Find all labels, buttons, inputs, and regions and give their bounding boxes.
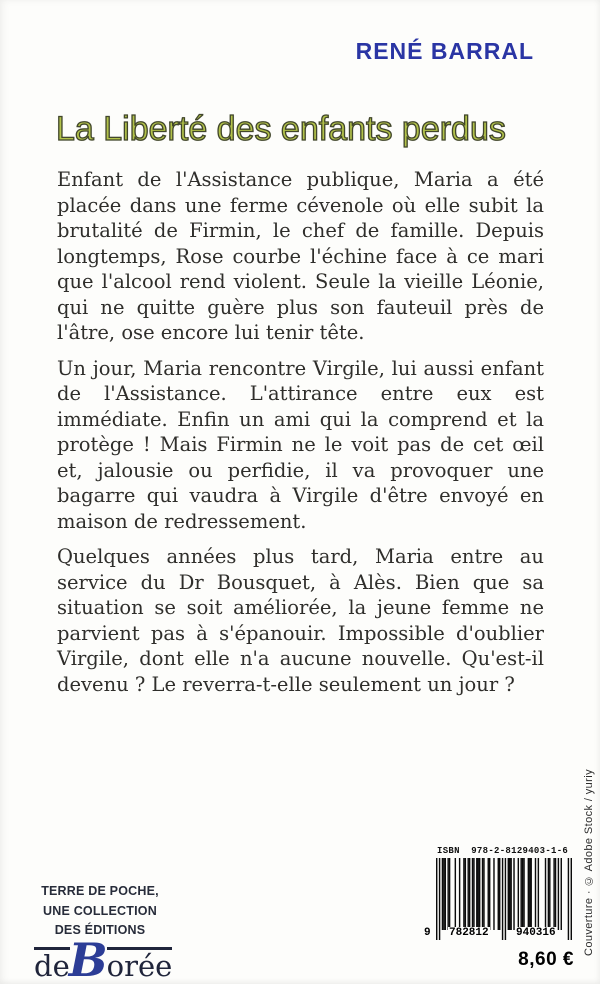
ean-digits-group1: 782812 [449,927,489,939]
ean-digit-first: 9 [424,927,431,939]
synopsis-paragraph-1: Enfant de l'Assistance publique, Maria a été placée dans une ferme cévenole où elle subit la brutalité de Firmin, le chef de famille. Depuis longtemps, Rose courbe l'échine face à ce mari que l'alcool rend violent. Seule la vieille Léonie, qui ne quitte guère plus son fauteuil près de l'âtre, ose encore lui tenir tête. [57,168,544,344]
collection-line-1: TERRE DE POCHE, [41,884,159,898]
deboree-logo [34,932,173,984]
publisher-block [34,882,173,984]
price: 8,60 € [518,949,574,970]
logo-de-text: de [34,948,70,983]
ean-digits-group2: 940316 [516,927,556,939]
isbn-line [424,846,576,856]
ean13-barcode [424,858,572,940]
logo-b-letter: B [68,932,108,984]
synopsis-paragraph-2: Un jour, Maria rencontre Virgile, lui aussi enfant de l'Assistance. L'attirance entre eux est immédiate. Enfin un ami qui la comprend et la protège ! Mais Firmin ne le voit pas de cet œil et, jalousie ou perfidie, il va provoquer une bagarre qui vaudra à Virgile d'être envoyé en maison de redressement. [57,356,544,533]
isbn-label: ISBN [437,846,460,856]
cover-credit: Couverture · © Adobe Stock / yuriy [583,768,595,956]
logo-oree-text: orée [106,948,173,983]
collection-line-3: DES ÉDITIONS [54,923,146,937]
book-title: La Liberté des enfants perdus [56,110,506,148]
author-name: RENÉ BARRAL [355,38,534,64]
synopsis-paragraph-3: Quelques années plus tard, Maria entre au service du Dr Bousquet, à Alès. Bien que sa situation se soit améliorée, la jeune femme ne parvient pas à s'épanouir. Impossible d'oublier Virgile, dont elle n'a aucune nouvelle. Qu'est-il devenu ? Le reverra-t-elle seulement un jour ? [57,545,544,696]
isbn-number: 978-2-8129403-1-6 [471,846,569,856]
collection-line-2: UNE COLLECTION [43,903,157,918]
barcode-block [424,846,576,971]
synopsis [57,167,544,707]
